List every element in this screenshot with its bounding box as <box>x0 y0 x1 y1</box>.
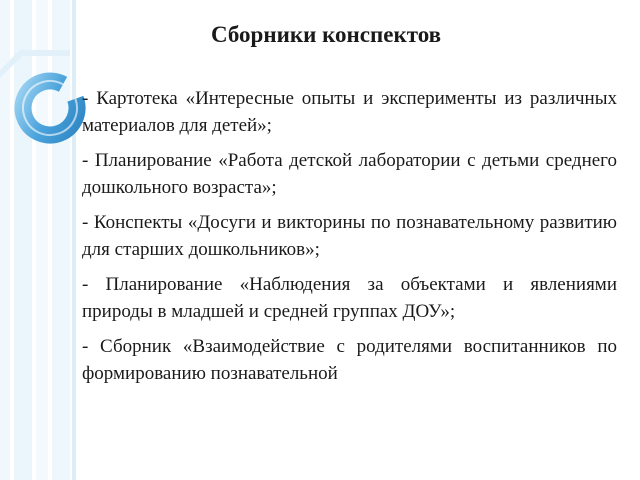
collection-list <box>82 85 617 395</box>
list-item: - Сборник «Взаимодействие с родителями воспитанников по формированию познавательной <box>82 336 617 384</box>
list-item: - Конспекты «Досуги и викторины по познавательному развитию для старших дошкольников»; <box>82 212 617 260</box>
page-title: Сборники конспектов <box>210 22 442 47</box>
list-item: - Планирование «Наблюдения за объектами и явлениями природы в младшей и средней группах ДОУ»; <box>82 274 617 322</box>
decorative-ring-icon <box>15 73 84 142</box>
list-item: - Картотека «Интересные опыты и эксперименты из различных материалов для детей»; <box>82 88 617 136</box>
decorative-stripes <box>0 0 76 480</box>
list-item: - Планирование «Работа детской лаборатории с детьми среднего дошкольного возраста»; <box>82 150 617 198</box>
